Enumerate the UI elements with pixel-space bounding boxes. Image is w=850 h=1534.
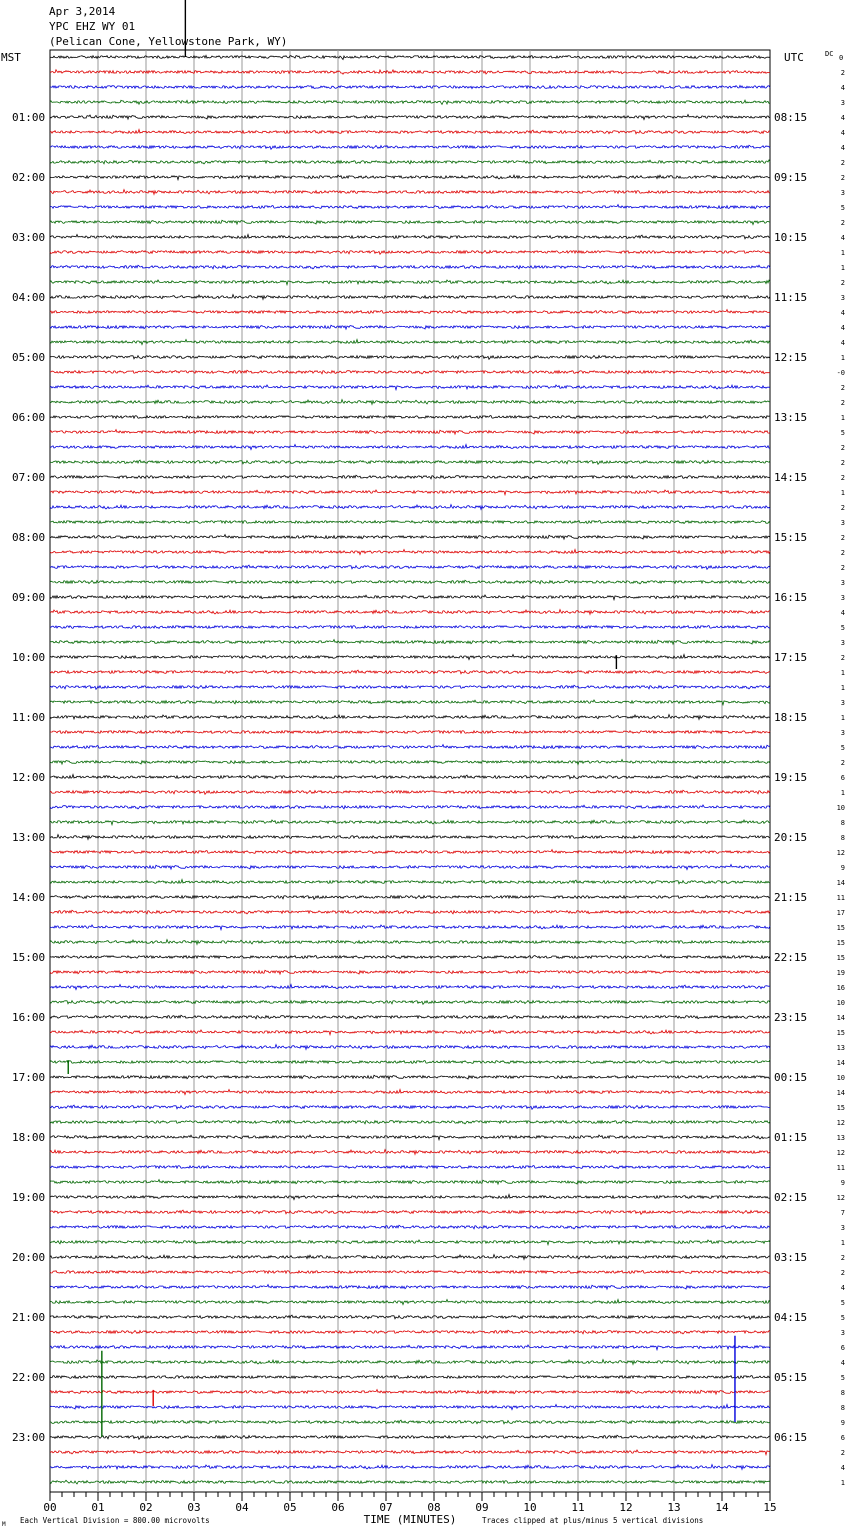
left-hour-label: 15:00 <box>12 951 46 964</box>
dc-offset-value: 4 <box>840 114 845 122</box>
seismic-trace <box>50 1435 770 1439</box>
dc-offset-value: 1 <box>840 414 845 422</box>
dc-offset-value: 1 <box>840 249 845 257</box>
seismic-trace <box>50 940 770 945</box>
dc-offset-value: 1 <box>840 1239 845 1247</box>
seismic-trace <box>50 325 770 329</box>
x-tick-label: 08 <box>427 1501 441 1514</box>
seismic-trace <box>50 1166 770 1169</box>
dc-offset-value: 12 <box>836 1194 845 1202</box>
seismic-trace <box>50 835 770 840</box>
x-tick-label: 05 <box>283 1501 297 1514</box>
dc-offset-value: 4 <box>840 309 845 317</box>
dc-offset-value: 2 <box>840 69 845 77</box>
left-hour-label: 10:00 <box>12 651 46 664</box>
seismic-trace <box>50 1225 770 1229</box>
dc-offset-value: 2 <box>840 1254 845 1262</box>
x-tick-label: 12 <box>619 1501 633 1514</box>
x-tick-label: 07 <box>379 1501 393 1514</box>
dc-offset-value: 13 <box>836 1044 845 1052</box>
right-hour-label: 14:15 <box>774 471 808 484</box>
seismic-trace <box>50 1345 770 1350</box>
seismic-trace <box>50 505 770 510</box>
left-hour-label: 14:00 <box>12 891 46 904</box>
x-tick-label: 10 <box>523 1501 537 1514</box>
dc-offset-value: 10 <box>836 1074 845 1082</box>
seismic-trace <box>50 925 770 930</box>
seismic-trace <box>50 490 770 495</box>
left-hour-label: 17:00 <box>12 1071 46 1084</box>
seismic-trace <box>50 715 770 720</box>
plot-date: Apr 3,2014 <box>49 5 116 18</box>
dc-offset-value: 15 <box>836 924 845 932</box>
dc-offset-value: 4 <box>840 234 845 242</box>
left-hour-label: 18:00 <box>12 1131 46 1144</box>
left-hour-label: 22:00 <box>12 1371 46 1384</box>
dc-offset-value: 1 <box>840 789 845 797</box>
seismic-trace <box>50 1150 770 1155</box>
dc-offset-value: 1 <box>840 264 845 272</box>
seismic-trace <box>50 1390 770 1395</box>
dc-offset-value: 3 <box>840 189 845 197</box>
right-hour-label: 09:15 <box>774 171 808 184</box>
dc-offset-value: 16 <box>836 984 845 992</box>
dc-offset-value: 2 <box>840 459 845 467</box>
dc-offset-value: 3 <box>840 294 845 302</box>
right-hour-label: 22:15 <box>774 951 808 964</box>
left-hour-label: 05:00 <box>12 351 46 364</box>
left-hour-label: 02:00 <box>12 171 46 184</box>
dc-offset-value: 6 <box>840 1434 845 1442</box>
seismic-trace <box>50 985 770 990</box>
seismic-trace <box>50 820 770 825</box>
right-hour-label: 00:15 <box>774 1071 808 1084</box>
dc-offset-value: 9 <box>840 864 845 872</box>
x-tick-label: 06 <box>331 1501 345 1514</box>
seismic-trace <box>50 175 770 180</box>
seismic-trace <box>50 130 770 134</box>
dc-offset-value: 2 <box>840 534 845 542</box>
seismic-trace <box>50 1255 770 1260</box>
seismic-trace <box>50 760 770 765</box>
x-tick-label: 15 <box>763 1501 777 1514</box>
dc-offset-value: 12 <box>836 1149 845 1157</box>
seismic-trace <box>50 416 770 419</box>
dc-offset-value: 4 <box>840 144 845 152</box>
dc-offset-value: 10 <box>836 804 845 812</box>
station-location: (Pelican Cone, Yellowstone Park, WY) <box>49 35 288 48</box>
right-hour-label: 23:15 <box>774 1011 808 1024</box>
seismic-trace <box>50 775 770 779</box>
right-hour-label: 13:15 <box>774 411 808 424</box>
dc-offset-value: 11 <box>836 894 845 902</box>
seismic-trace <box>50 896 770 900</box>
dc-label: DC <box>825 50 834 58</box>
dc-offset-value: 15 <box>836 1029 845 1037</box>
right-timezone-label: UTC <box>784 51 804 64</box>
seismic-trace <box>50 1315 770 1319</box>
x-tick-label: 13 <box>667 1501 681 1514</box>
seismic-trace <box>50 955 770 959</box>
seismic-trace <box>50 580 770 584</box>
seismic-trace <box>50 535 770 540</box>
dc-offset-value: 15 <box>836 939 845 947</box>
seismic-trace <box>50 670 770 674</box>
left-timezone-label: MST <box>1 51 21 64</box>
seismic-trace <box>50 160 770 164</box>
seismic-trace <box>50 685 770 689</box>
seismic-trace <box>50 430 770 435</box>
scale-note: Each Vertical Division = 800.00 microvolts <box>20 1516 210 1525</box>
right-hour-label: 05:15 <box>774 1371 808 1384</box>
seismic-trace <box>50 640 770 645</box>
seismic-trace <box>50 655 770 660</box>
dc-offset-value: 2 <box>840 279 845 287</box>
right-hour-label: 16:15 <box>774 591 808 604</box>
dc-offset-value: 19 <box>836 969 845 977</box>
seismic-trace <box>50 1090 770 1095</box>
dc-offset-value: 3 <box>840 1224 845 1232</box>
dc-offset-value: 2 <box>840 159 845 167</box>
dc-offset-value: 3 <box>840 1329 845 1337</box>
seismic-trace <box>50 445 770 450</box>
seismic-trace <box>50 1271 770 1274</box>
left-hour-label: 20:00 <box>12 1251 46 1264</box>
dc-offset-value: 4 <box>840 1359 845 1367</box>
dc-offset-value: 6 <box>840 1344 845 1352</box>
seismic-trace <box>50 460 770 464</box>
dc-offset-value: 2 <box>840 219 845 227</box>
dc-offset-value: 2 <box>840 549 845 557</box>
seismic-trace <box>50 340 770 345</box>
dc-offset-value: -0 <box>836 369 845 377</box>
seismic-trace <box>50 145 770 149</box>
left-hour-label: 12:00 <box>12 771 46 784</box>
seismic-trace <box>50 100 770 104</box>
dc-offset-value: 4 <box>840 1464 845 1472</box>
dc-offset-value: 4 <box>840 609 845 617</box>
dc-offset-value: 3 <box>840 639 845 647</box>
seismic-trace <box>50 310 770 314</box>
dc-offset-value: 9 <box>840 1419 845 1427</box>
right-hour-label: 19:15 <box>774 771 808 784</box>
right-hour-label: 02:15 <box>774 1191 808 1204</box>
seismic-trace <box>50 850 770 854</box>
seismic-trace <box>50 86 770 89</box>
corner-mark: M <box>2 1521 6 1528</box>
seismic-trace <box>50 1465 770 1470</box>
seismic-trace <box>50 1300 770 1305</box>
dc-offset-value: 4 <box>840 84 845 92</box>
dc-offset-value: 5 <box>840 429 845 437</box>
dc-offset-value: 1 <box>840 684 845 692</box>
seismic-trace <box>50 610 770 615</box>
seismic-trace <box>50 910 770 914</box>
seismic-trace <box>50 295 770 300</box>
x-tick-label: 14 <box>715 1501 729 1514</box>
dc-offset-value: 14 <box>836 879 845 887</box>
seismic-trace <box>50 865 770 870</box>
seismic-trace <box>50 805 770 809</box>
dc-offset-value: 5 <box>840 744 845 752</box>
left-hour-label: 13:00 <box>12 831 46 844</box>
seismic-trace <box>50 1180 770 1185</box>
seismic-trace <box>50 1015 770 1019</box>
left-hour-label: 03:00 <box>12 231 46 244</box>
dc-offset-value: 1 <box>840 1479 845 1487</box>
dc-offset-value: 13 <box>836 1134 845 1142</box>
seismic-trace <box>50 115 770 120</box>
seismic-trace <box>50 1285 770 1290</box>
dc-offset-value: 2 <box>840 174 845 182</box>
dc-offset-value: 3 <box>840 594 845 602</box>
dc-offset-value: 5 <box>840 1314 845 1322</box>
seismic-trace <box>50 190 770 195</box>
dc-offset-value: 5 <box>840 624 845 632</box>
seismic-trace <box>50 265 770 269</box>
seismic-trace <box>50 880 770 884</box>
seismic-trace <box>50 1135 770 1140</box>
seismic-trace <box>50 1105 770 1109</box>
left-hour-label: 09:00 <box>12 591 46 604</box>
seismic-trace <box>50 1240 770 1245</box>
seismic-trace <box>50 400 770 405</box>
dc-offset-value: 5 <box>840 204 845 212</box>
left-hour-label: 04:00 <box>12 291 46 304</box>
dc-offset-value: 2 <box>840 759 845 767</box>
dc-offset-value: 10 <box>836 999 845 1007</box>
x-tick-label: 02 <box>139 1501 153 1514</box>
dc-offset-value: 3 <box>840 519 845 527</box>
dc-offset-value: 2 <box>840 1449 845 1457</box>
seismic-trace <box>50 280 770 285</box>
left-hour-label: 23:00 <box>12 1431 46 1444</box>
seismic-trace <box>50 521 770 524</box>
dc-offset-value: 11 <box>836 1164 845 1172</box>
seismic-trace <box>50 790 770 794</box>
dc-offset-value: 8 <box>840 834 845 842</box>
seismic-trace <box>50 1405 770 1410</box>
dc-offset-value: 14 <box>836 1089 845 1097</box>
right-hour-label: 20:15 <box>774 831 808 844</box>
seismic-trace <box>50 220 770 224</box>
seismic-trace <box>50 1195 770 1200</box>
seismic-trace <box>50 1060 770 1064</box>
seismic-trace <box>50 1045 770 1050</box>
dc-offset-value: 12 <box>836 849 845 857</box>
dc-offset-value: 1 <box>840 714 845 722</box>
seismic-trace <box>50 1075 770 1079</box>
dc-offset-value: 6 <box>840 774 845 782</box>
seismic-trace <box>50 565 770 569</box>
x-tick-label: 03 <box>187 1501 201 1514</box>
dc-offset-value: 2 <box>840 444 845 452</box>
x-axis-title: TIME (MINUTES) <box>363 1513 457 1526</box>
right-hour-label: 21:15 <box>774 891 808 904</box>
dc-offset-value: 7 <box>840 1209 845 1217</box>
right-hour-label: 17:15 <box>774 651 808 664</box>
dc-offset-value: 4 <box>840 129 845 137</box>
seismic-trace <box>50 475 770 479</box>
seismic-trace <box>50 235 770 239</box>
right-hour-label: 10:15 <box>774 231 808 244</box>
seismic-trace <box>50 1360 770 1365</box>
right-hour-label: 06:15 <box>774 1431 808 1444</box>
right-hour-label: 04:15 <box>774 1311 808 1324</box>
seismic-trace <box>50 55 770 59</box>
seismic-trace <box>50 1420 770 1424</box>
dc-offset-value: 5 <box>840 1299 845 1307</box>
seismic-trace <box>50 1030 770 1035</box>
left-hour-label: 06:00 <box>12 411 46 424</box>
left-hour-label: 21:00 <box>12 1311 46 1324</box>
seismic-trace <box>50 626 770 629</box>
x-tick-label: 11 <box>571 1501 585 1514</box>
right-hour-label: 12:15 <box>774 351 808 364</box>
dc-offset-value: 9 <box>840 1179 845 1187</box>
seismic-trace <box>50 205 770 209</box>
dc-offset-value: 2 <box>840 474 845 482</box>
x-tick-label: 01 <box>91 1501 105 1514</box>
left-hour-label: 08:00 <box>12 531 46 544</box>
seismic-trace <box>50 1001 770 1005</box>
seismic-trace <box>50 970 770 974</box>
dc-offset-value: 1 <box>840 489 845 497</box>
dc-offset-value: 5 <box>840 1374 845 1382</box>
dc-offset-value: 3 <box>840 99 845 107</box>
seismic-trace <box>50 700 770 705</box>
dc-offset-value: 15 <box>836 954 845 962</box>
dc-offset-value: 14 <box>836 1014 845 1022</box>
right-hour-label: 08:15 <box>774 111 808 124</box>
dc-offset-value: 17 <box>836 909 845 917</box>
left-hour-label: 11:00 <box>12 711 46 724</box>
seismic-trace <box>50 1210 770 1214</box>
x-tick-label: 09 <box>475 1501 489 1514</box>
right-hour-label: 03:15 <box>774 1251 808 1264</box>
station-code: YPC EHZ WY 01 <box>49 20 136 33</box>
seismic-trace <box>50 1376 770 1379</box>
seismic-trace <box>50 251 770 255</box>
seismic-trace <box>50 1120 770 1124</box>
dc-offset-value: 15 <box>836 1104 845 1112</box>
seismic-trace <box>50 745 770 749</box>
clip-note: Traces clipped at plus/minus 5 vertical divisions <box>482 1516 704 1525</box>
seismic-trace <box>50 1450 770 1455</box>
seismic-trace <box>50 595 770 600</box>
x-tick-label: 00 <box>43 1501 57 1514</box>
seismic-trace <box>50 70 770 75</box>
dc-offset-value: 12 <box>836 1119 845 1127</box>
dc-offset-value: 8 <box>840 1404 845 1412</box>
seismic-trace <box>50 356 770 360</box>
dc-offset-value: 2 <box>840 1269 845 1277</box>
dc-offset-value: 2 <box>840 654 845 662</box>
dc-offset-value: 8 <box>840 819 845 827</box>
seismic-trace <box>50 731 770 734</box>
right-hour-label: 01:15 <box>774 1131 808 1144</box>
dc-offset-value: 1 <box>840 354 845 362</box>
dc-offset-value: 14 <box>836 1059 845 1067</box>
right-hour-label: 11:15 <box>774 291 808 304</box>
left-hour-label: 01:00 <box>12 111 46 124</box>
dc-offset-value: 3 <box>840 729 845 737</box>
seismic-trace <box>50 1330 770 1334</box>
dc-offset-value: 3 <box>840 579 845 587</box>
right-hour-label: 15:15 <box>774 531 808 544</box>
dc-offset-value: 4 <box>840 324 845 332</box>
seismic-trace <box>50 550 770 555</box>
dc-offset-value: 3 <box>840 699 845 707</box>
dc-offset-value: 4 <box>840 339 845 347</box>
dc-offset-value: 2 <box>840 399 845 407</box>
dc-offset-value: 4 <box>840 1284 845 1292</box>
dc-offset-value: 2 <box>840 384 845 392</box>
left-hour-label: 16:00 <box>12 1011 46 1024</box>
seismic-trace <box>50 1480 770 1484</box>
dc-offset-value: 1 <box>840 669 845 677</box>
dc-value: 0 <box>839 54 844 62</box>
seismic-trace <box>50 370 770 374</box>
dc-offset-value: 8 <box>840 1389 845 1397</box>
seismic-trace <box>50 385 770 390</box>
x-tick-label: 04 <box>235 1501 249 1514</box>
left-hour-label: 07:00 <box>12 471 46 484</box>
dc-offset-value: 2 <box>840 504 845 512</box>
left-hour-label: 19:00 <box>12 1191 46 1204</box>
dc-offset-value: 2 <box>840 564 845 572</box>
right-hour-label: 18:15 <box>774 711 808 724</box>
